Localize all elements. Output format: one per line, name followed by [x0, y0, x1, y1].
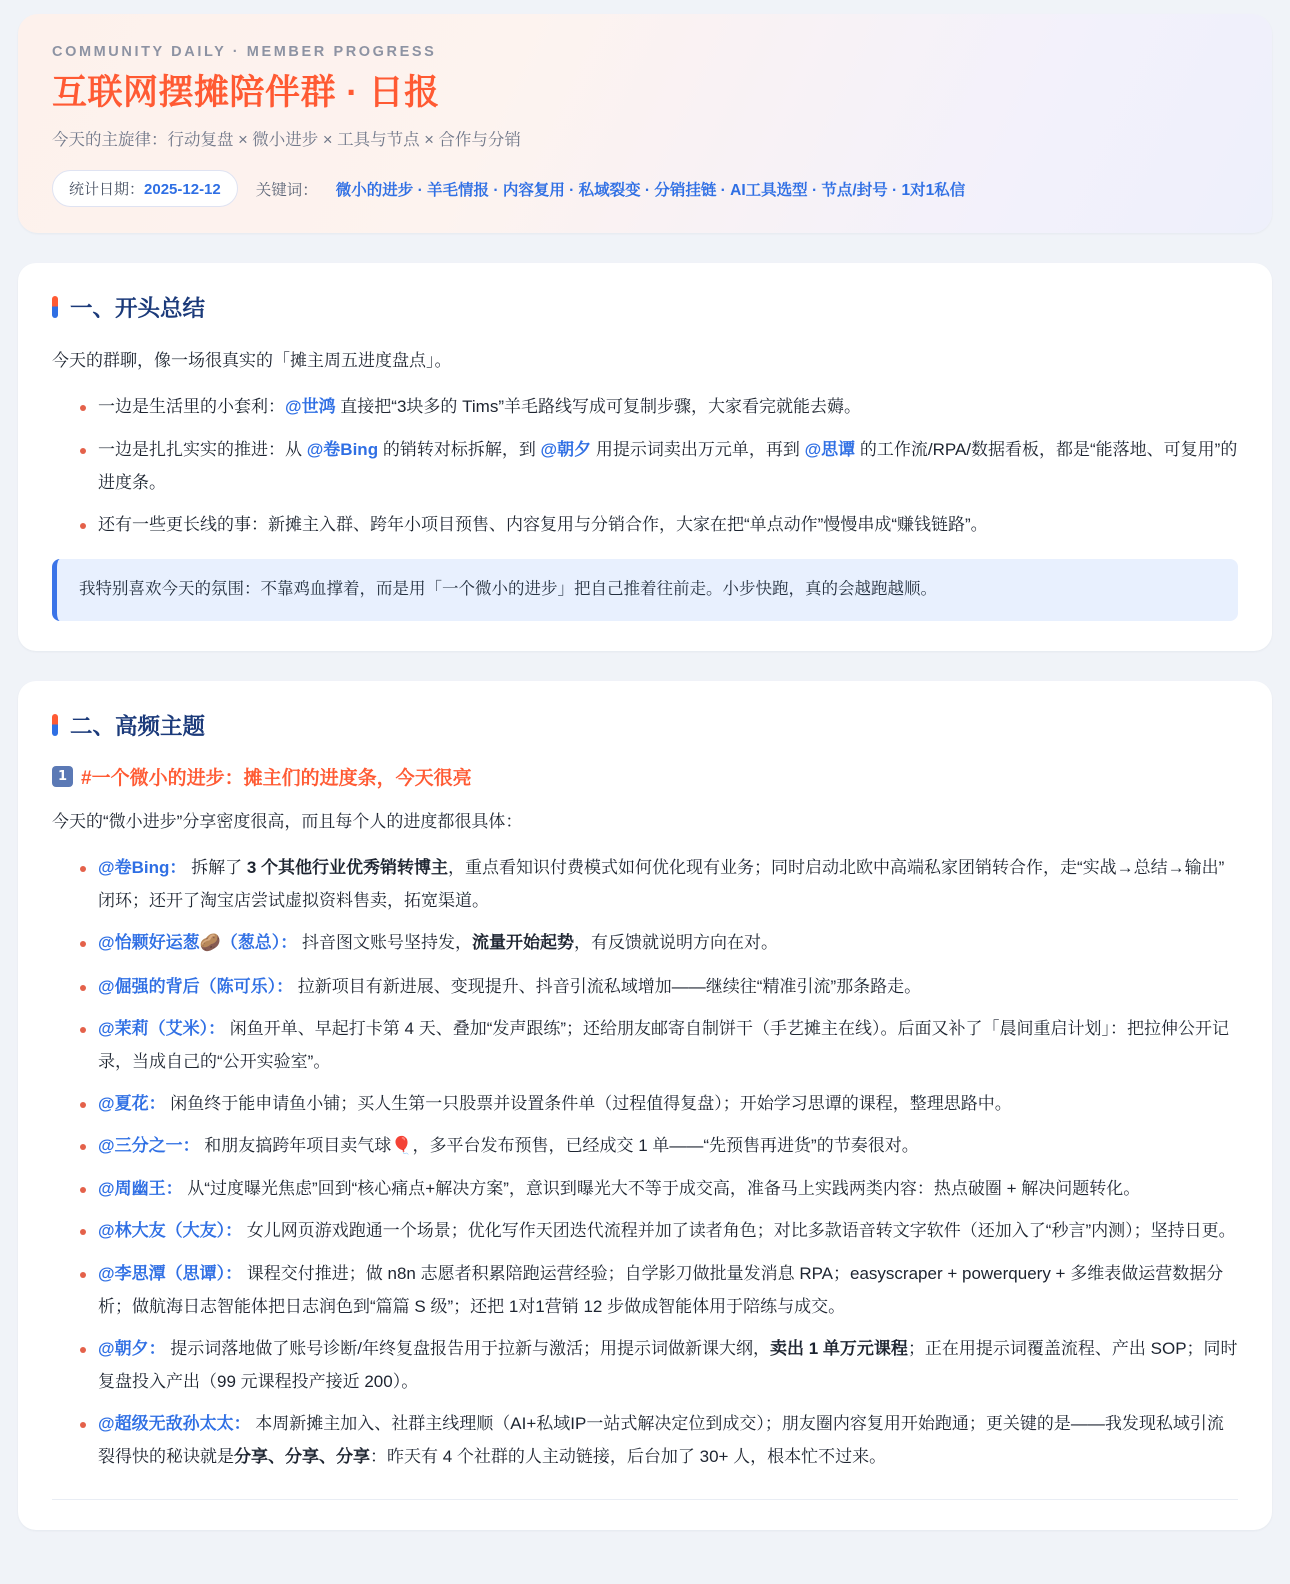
mention-link[interactable]: @夏花：: [98, 1093, 166, 1113]
section2-lead: 今天的“微小进步”分享密度很高，而且每个人的进度都很具体：: [52, 811, 523, 831]
emoji-icon: 🎈: [391, 1136, 413, 1157]
hero-subtitle: 今天的主旋律：行动复盘 × 微小进步 × 工具与节点 × 合作与分销: [52, 131, 521, 149]
mention-link[interactable]: @朝夕：: [98, 1338, 166, 1358]
section-opening-summary: [18, 263, 1272, 651]
section1-title: 一、开头总结: [70, 296, 206, 321]
section2-title-row: [52, 709, 1238, 741]
mention-link[interactable]: @倔强的背后（陈可乐）：: [98, 976, 294, 996]
section2-bullet-list: [52, 851, 1238, 1473]
body-text: 闲鱼终于能申请鱼小铺；买人生第一只股票并设置条件单（过程值得复盘）；开始学习思谭的课程，整理思路中。: [165, 1093, 1012, 1113]
hero-eyebrow: COMMUNITY DAILY · MEMBER PROGRESS: [52, 44, 437, 60]
body-text: 和朋友搞跨年项目卖气球: [199, 1136, 392, 1156]
date-label: 统计日期：: [69, 181, 145, 198]
date-value: 2025-12-12: [144, 181, 221, 198]
emphasis-text: 分享、分享、分享: [234, 1447, 370, 1467]
topic-title: #一个微小的进步：摊主们的进度条，今天很亮: [81, 767, 472, 789]
body-text: ：昨天有 4 个社群的人主动链接，后台加了 30+ 人，根本忙不过来。: [370, 1447, 887, 1467]
mention-link[interactable]: @超级无敌孙太太：: [98, 1414, 251, 1434]
topic-heading: [52, 763, 1238, 790]
body-text: 拉新项目有新进展、变现提升、抖音引流私域增加——继续往“精准引流”那条路走。: [293, 976, 922, 996]
body-text: 直接把“3块多的 Tims”羊毛路线写成可复制步骤，大家看完就能去薅。: [335, 397, 861, 417]
hero-header: [18, 14, 1272, 233]
emphasis-text: 3 个其他行业优秀销转博主: [246, 858, 448, 878]
mention-link[interactable]: @朝夕: [540, 439, 592, 459]
keywords-value: 微小的进步 · 羊毛情报 · 内容复用 · 私域裂变 · 分销挂链 · AI工具选型 · 节点/封号 · 1对1私信: [335, 181, 966, 199]
progress-list-item: [80, 1257, 1238, 1323]
mention-link[interactable]: @李思潭（思谭）：: [98, 1263, 243, 1283]
section-high-frequency-topics: [18, 681, 1272, 1531]
progress-list-item: [80, 970, 1238, 1003]
summary-bullet: [80, 433, 1238, 499]
mention-link[interactable]: @怡颗好运葱: [98, 933, 200, 953]
keywords-label: 关键词：: [255, 181, 318, 199]
body-text: 的工作流/RPA/数据看板，都是“能落地、可复用”的进度条。: [98, 439, 1238, 492]
mention-link[interactable]: @思谭: [804, 439, 856, 459]
mention-link[interactable]: @周幽王：: [98, 1179, 183, 1199]
mention-link[interactable]: （葱总）：: [220, 933, 298, 953]
progress-list-item: [80, 1332, 1238, 1398]
body-text: ，有反馈就说明方向在对。: [573, 933, 778, 953]
emphasis-text: 卖出 1 单万元课程: [770, 1338, 908, 1358]
progress-list-item: [80, 851, 1238, 917]
topic-number-badge: 1: [52, 766, 73, 787]
section1-bullet-list: [52, 390, 1238, 541]
progress-list-item: [80, 926, 1238, 960]
body-text: ，多平台发布预售，已经成交 1 单——“先预售再进货”的节奏很对。: [412, 1136, 919, 1156]
emoji-icon: 🥔: [199, 933, 221, 954]
body-text: 女儿网页游戏跑通一个场景；优化写作天团迭代流程并加了读者角色；对比多款语音转文字软件（还加入了“秒言”内测）；坚持日更。: [242, 1221, 1236, 1241]
body-text: 抖音图文账号坚持发，: [297, 933, 472, 953]
body-text: ；正在用提示词覆盖流程、产出 SOP；同时复盘投入产出（99 元课程投产接近 200）。: [98, 1338, 1238, 1391]
progress-list-item: [80, 1172, 1238, 1205]
page-title: 互联网摆摊陪伴群 · 日报: [52, 73, 440, 112]
body-text: 还有一些更长线的事：新摊主入群、跨年小项目预售、内容复用与分销合作，大家在把“单点动作”慢慢串成“赚钱链路”。: [98, 514, 988, 534]
body-text: 用提示词卖出万元单，再到: [591, 439, 805, 459]
section1-lead: 今天的群聊，像一场很真实的「摊主周五进度盘点」。: [52, 351, 452, 370]
body-text: 提示词落地做了账号诊断/年终复盘报告用于拉新与激活；用提示词做新课大纲，: [165, 1338, 771, 1358]
section-divider: [52, 1499, 1238, 1500]
section1-quote: 我特别喜欢今天的氛围：不靠鸡血撑着，而是用「一个微小的进步」把自己推着往前走。小步快跑，真的会越跑越顺。: [52, 559, 1238, 621]
progress-list-item: [80, 1214, 1238, 1247]
mention-link[interactable]: @卷Bing：: [98, 858, 187, 878]
body-text: 课程交付推进；做 n8n 志愿者积累陪跑运营经验；自学影刀做批量发消息 RPA；easyscraper + powerquery + 多维表做运营数据分析；做航海日志智能体把日志润色到“篇篇 S 级”；还把 1对1营销 12 步做成智能体用于陪练与成交。: [98, 1263, 1224, 1316]
body-text: 一边是生活里的小套利：: [98, 397, 285, 417]
body-text: 一边是扎扎实实的推进：从: [98, 439, 307, 459]
progress-list-item: [80, 1087, 1238, 1120]
body-text: 闲鱼开单、早起打卡第 4 天、叠加“发声跟练”；还给朋友邮寄自制饼干（手艺摊主在线）。后面又补了「晨间重启计划」：把拉伸公开记录，当成自己的“公开实验室”。: [98, 1018, 1230, 1071]
hero-meta-row: [52, 170, 1238, 207]
mention-link[interactable]: @卷Bing: [306, 439, 379, 459]
date-chip: [52, 170, 238, 207]
mention-link[interactable]: @三分之一：: [98, 1136, 200, 1156]
body-text: 的销转对标拆解，到: [378, 439, 541, 459]
emphasis-text: 流量开始起势: [471, 933, 574, 953]
body-text: 本周新摊主加入、社群主线理顺（AI+私域IP一站式解决定位到成交）；朋友圈内容复用开始跑通；更关键的是——我发现私域引流裂得快的秘诀就是: [98, 1414, 1224, 1467]
section-marker-icon: [52, 714, 58, 736]
summary-bullet: [80, 390, 1238, 423]
body-text: ，重点看知识付费模式如何优化现有业务；同时启动北欧中高端私家团销转合作，走“实战→总结→输出”闭环；还开了淘宝店尝试虚拟资料售卖，拓宽渠道。: [98, 858, 1225, 911]
progress-list-item: [80, 1407, 1238, 1473]
body-text: 拆解了: [186, 858, 247, 878]
section-marker-icon: [52, 296, 58, 318]
mention-link[interactable]: @林大友（大友）：: [98, 1221, 243, 1241]
progress-list-item: [80, 1012, 1238, 1078]
section2-title: 二、高频主题: [70, 713, 206, 739]
section1-title-row: [52, 291, 1238, 323]
mention-link[interactable]: @世鸿: [285, 397, 336, 417]
body-text: 从“过度曝光焦虑”回到“核心痛点+解决方案”，意识到曝光大不等于成交高，准备马上实践两类内容：热点破圈 + 解决问题转化。: [182, 1179, 1141, 1199]
summary-bullet: [80, 508, 1238, 541]
progress-list-item: [80, 1129, 1238, 1163]
mention-link[interactable]: @茉莉（艾米）：: [98, 1018, 226, 1038]
